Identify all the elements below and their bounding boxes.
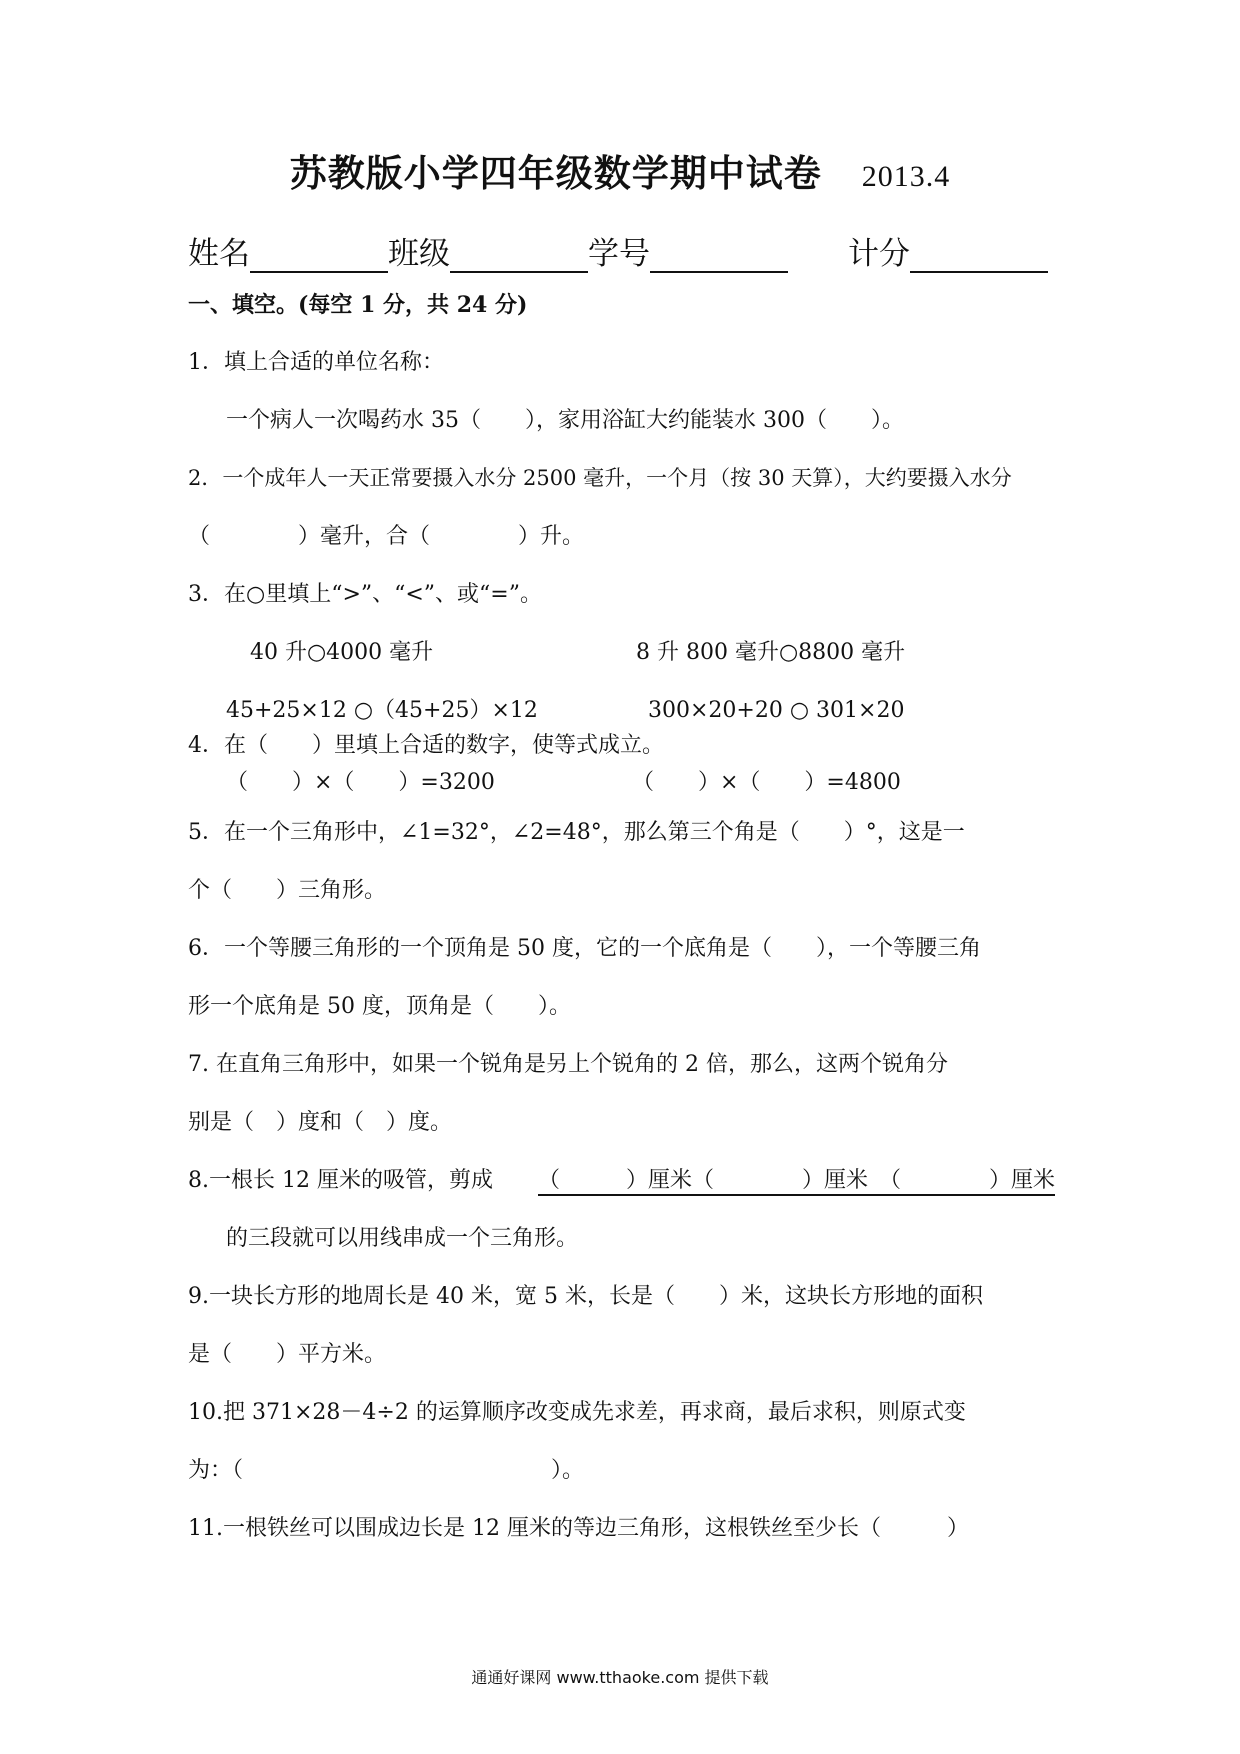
class-label: 班级 [388,236,450,272]
q3-item-d: 300×20+20 ○ 301×20 [648,698,905,723]
q10-cont-line: 为：（ ）。 [188,1458,585,1483]
q4-item-b: （ ）×（ ）=4800 [632,770,901,795]
number-field[interactable] [650,237,788,273]
q6-line: 6．一个等腰三角形的一个顶角是 50 度，它的一个底角是（ ），一个等腰三角 [188,936,981,961]
number-label: 学号 [588,236,650,272]
footer: 通通好课网 www.tthaoke.com 提供下载 [471,1668,769,1687]
q3-item-b: 8 升 800 毫升○8800 毫升 [636,640,906,665]
page-title [0,143,1240,197]
name-field[interactable] [250,237,388,273]
q8-cont-line: 的三段就可以用线串成一个三角形。 [226,1226,579,1251]
q10-line: 10.把 371×28－4÷2 的运算顺序改变成先求差，再求商，最后求积，则原式变 [188,1400,966,1425]
class-field[interactable] [450,237,588,273]
q8-underlined-blanks: （ ）厘米（ ）厘米 （ ）厘米 [538,1168,1055,1196]
q7-line: 7. 在直角三角形中，如果一个锐角是另上个锐角的 2 倍，那么，这两个锐角分 [188,1052,948,1077]
section-heading: 一、填空。(每空 1 分，共 24 分) [188,292,528,318]
q2-line: 2．一个成年人一天正常要摄入水分 2500 毫升，一个月（按 30 天算），大约要摄入水分 [188,466,1012,490]
q5-cont-line: 个（ ）三角形。 [188,878,387,903]
q6-cont-line: 形一个底角是 50 度，顶角是（ ）。 [188,994,571,1019]
q11-line: 11.一根铁丝可以围成边长是 12 厘米的等边三角形，这根铁丝至少长（ ） [188,1516,969,1541]
q7-cont-line: 别是（ ）度和（ ）度。 [188,1110,453,1135]
q3-item-a: 40 升○4000 毫升 [250,640,434,665]
q1-line: 1．填上合适的单位名称： [188,350,444,375]
score-label: 计分 [848,236,910,272]
q8-line: 8.一根长 12 厘米的吸管，剪成 [188,1168,493,1193]
name-label: 姓名 [188,236,250,272]
q4-item-a: （ ）×（ ）=3200 [226,770,495,795]
student-info [188,228,1058,273]
date: 2013.4 [861,160,951,193]
score-field[interactable] [910,237,1048,273]
q1-answer-line: 一个病人一次喝药水 35（ ），家用浴缸大约能装水 300（ ）。 [226,408,904,433]
q4-line: 4．在（ ）里填上合适的数字，使等式成立。 [188,733,664,758]
q3-line: 3．在○里填上“>”、“<”、或“=”。 [188,582,542,607]
q9-line: 9.一块长方形的地周长是 40 米，宽 5 米，长是（ ）米，这块长方形地的面积 [188,1284,983,1309]
q5-line: 5．在一个三角形中，∠1=32°，∠2=48°，那么第三个角是（ ）°，这是一 [188,820,965,845]
q3-item-c: 45+25×12 ○（45+25）×12 [226,698,538,723]
q9-cont-line: 是（ ）平方米。 [188,1342,387,1367]
title-text: 苏教版小学四年级数学期中试卷 [289,151,822,195]
q2-answer-line: （ ）毫升，合（ ）升。 [188,524,585,549]
